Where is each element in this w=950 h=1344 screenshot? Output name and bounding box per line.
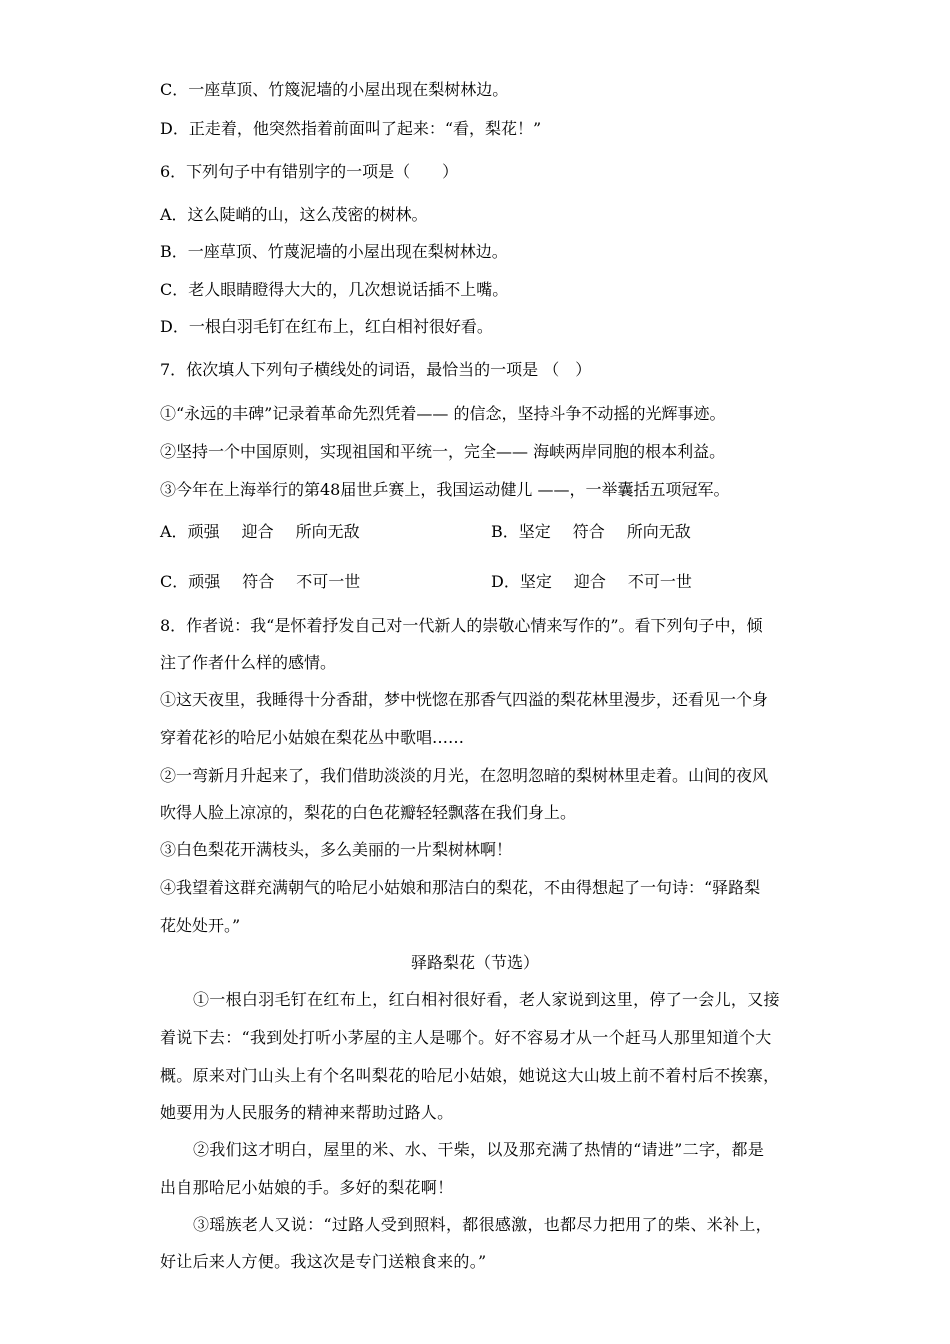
- option-letter: D．: [491, 572, 520, 591]
- q8-sentence-4-line-2: 花处处开。”: [160, 916, 241, 935]
- q6-option-c: C．老人眼睛瞪得大大的，几次想说话插不上嘴。: [160, 280, 509, 299]
- option-letter: A．: [160, 522, 188, 541]
- q8-stem-line-2: 注了作者什么样的感情。: [160, 653, 337, 672]
- option-word: 迎合: [241, 522, 274, 541]
- option-word: 顽强: [187, 522, 220, 541]
- passage-p3-line-1: ③瑶族老人又说：“过路人受到照料，都很感激，也都尽力把用了的柴、米补上，: [193, 1215, 772, 1234]
- q8-stem-line-1: 8．作者说：我“是怀着抒发自己对一代新人的崇敬心情来写作的”。看下列句子中，倾: [160, 616, 763, 635]
- q7-option-a: [160, 522, 360, 542]
- passage-p2-line-2: 出自那哈尼小姑娘的手。多好的梨花啊！: [160, 1178, 454, 1197]
- passage-title: 驿路梨花（节选）: [410, 953, 539, 972]
- option-word: 迎合: [573, 572, 606, 591]
- q8-sentence-2-line-1: ②一弯新月升起来了，我们借助淡淡的月光，在忽明忽暗的梨树林里走着。山间的夜风: [160, 766, 769, 785]
- q7-option-d: [491, 572, 692, 592]
- option-word: 所向无敌: [295, 522, 360, 541]
- option-word: 不可一世: [627, 572, 692, 591]
- q8-sentence-1-line-2: 穿着花衫的哈尼小姑娘在梨花丛中歌唱……: [160, 728, 465, 747]
- q7-sentence-1: ①“永远的丰碑”记录着革命先烈凭着—— 的信念，坚持斗争不动摇的光辉事迹。: [160, 404, 726, 423]
- passage-p1-line-2: 着说下去：“我到处打听小茅屋的主人是哪个。好不容易才从一个赶马人那里知道个大: [160, 1028, 772, 1047]
- q8-sentence-4-line-1: ④我望着这群充满朝气的哈尼小姑娘和那洁白的梨花，不由得想起了一句诗：“驿路梨: [160, 878, 761, 897]
- q6-option-d: D．一根白羽毛钉在红布上，红白相衬很好看。: [160, 317, 493, 336]
- option-letter: B．: [491, 522, 519, 541]
- passage-p2-line-1: ②我们这才明白，屋里的米、水、干柴，以及那充满了热情的“请进”二字，都是: [193, 1140, 765, 1159]
- q5-option-d: D．正走着，他突然指着前面叫了起来：“看，梨花！”: [160, 119, 542, 138]
- q7-stem: 7．依次填人下列句子横线处的词语，最恰当的一项是 （ ）: [160, 360, 592, 379]
- passage-p1-line-3: 概。原来对门山头上有个名叫梨花的哈尼小姑娘，她说这大山坡上前不着村后不挨寨，: [160, 1066, 780, 1085]
- q8-sentence-2-line-2: 吹得人脸上凉凉的，梨花的白色花瓣轻轻飘落在我们身上。: [160, 803, 577, 822]
- option-word: 坚定: [518, 522, 551, 541]
- q7-option-c: [160, 572, 360, 592]
- q8-sentence-1-line-1: ①这天夜里，我睡得十分香甜，梦中恍惚在那香气四溢的梨花林里漫步，还看见一个身: [160, 690, 769, 709]
- option-letter: C．: [160, 572, 189, 591]
- passage-p3-line-2: 好让后来人方便。我这次是专门送粮食来的。”: [160, 1252, 487, 1271]
- q6-stem: 6．下列句子中有错别字的一项是（ ）: [160, 162, 459, 181]
- option-word: 所向无敌: [626, 522, 691, 541]
- q6-option-b: B．一座草顶、竹蔑泥墙的小屋出现在梨树林边。: [160, 242, 508, 261]
- q7-option-b: [491, 522, 691, 542]
- option-word: 符合: [572, 522, 605, 541]
- passage-p1-line-4: 她要用为人民服务的精神来帮助过路人。: [160, 1103, 454, 1122]
- q6-option-a: A．这么陡峭的山，这么茂密的树林。: [160, 205, 428, 224]
- passage-p1-line-1: ①一根白羽毛钉在红布上，红白相衬很好看，老人家说到这里，停了一会儿，又接: [193, 990, 780, 1009]
- q7-sentence-2: ②坚持一个中国原则，实现祖国和平统一，完全—— 海峡两岸同胞的根本利益。: [160, 442, 726, 461]
- option-word: 顽强: [188, 572, 221, 591]
- option-word: 符合: [242, 572, 275, 591]
- option-word: 坚定: [519, 572, 552, 591]
- q8-sentence-3: ③白色梨花开满枝头，多么美丽的一片梨树林啊！: [160, 840, 513, 859]
- option-word: 不可一世: [296, 572, 361, 591]
- q5-option-c: C．一座草顶、竹篾泥墙的小屋出现在梨树林边。: [160, 80, 509, 99]
- q7-sentence-3: ③今年在上海举行的第48届世乒赛上，我国运动健儿 ——，一举囊括五项冠军。: [160, 480, 730, 499]
